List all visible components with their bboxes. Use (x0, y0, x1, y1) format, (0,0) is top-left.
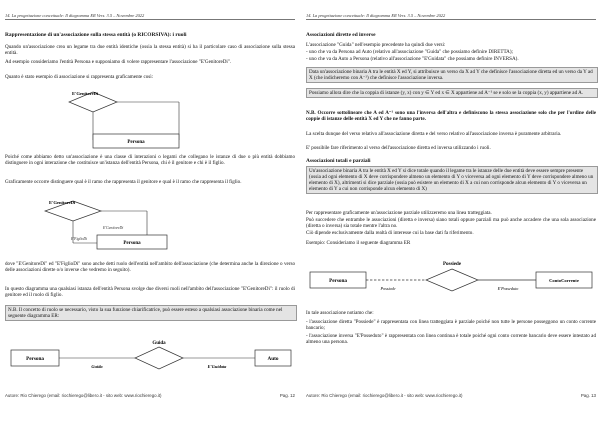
relationship-label: E'GenitoreDi (49, 200, 76, 205)
entity-label: Persona (127, 140, 145, 145)
paragraph: In tale associazione notiamo che: (306, 310, 374, 316)
definition-box: Un'associazione binaria A tra le entità X ed Y si dice totale quando il legame tra le istanze delle due entità deve essere sempre presente (ossia ad ogni elemento di X deve corrispondere almeno un elemento di Y o viceversa ad ogni elemento di Y deve corrispondere almeno un elemento di X), altrimenti si dice parziale (ossia può esistere un elemento di X a cui non corrisponde alcun elemento di Y o viceversa un elemento di Y a cui non corrisponde alcun elemento di X) (306, 166, 598, 194)
er-diagram-binary-roles (9, 330, 293, 380)
entity-label: Persona (123, 241, 141, 246)
paragraph: Può succedere che entrambe le associazioni (diretta e inversa) siano totali oppure parziali ma può anche accadere che una sola associazione (diretta o inversa) sia totale mentre l'altra no. (306, 217, 596, 230)
paragraph: Ad esempio consideriamo l'entità Persona e supponiamo di volere rappresentare l'associazione "E'GenitoreDi". (5, 59, 232, 65)
paragraph: E' possibile fare riferimento al verso dell'associazione diretta ed inversa utilizzando i ruoli. (306, 145, 491, 151)
left-page (5, 0, 295, 424)
running-header: 14. La progettazione concettuale: Il diagramma ER Vers. 3.5 – Novembre 2022 (5, 13, 295, 20)
entity-label: Auto (267, 356, 279, 362)
relationship-diamond (426, 269, 478, 291)
paragraph: Ciò dipende esclusivamente dalla realtà di interesse cui la base dati fa riferimento. (306, 230, 474, 236)
page-number: Pag. 13 (580, 393, 596, 398)
paragraph: Graficamente occorre distinguere qual è il ramo che rappresenta il genitore e qual è il ramo che rappresenta il figlio. (5, 179, 242, 185)
role-label: Possiede (380, 286, 396, 291)
relationship-label: Guida (152, 341, 166, 346)
definition-box: Possiamo allora dire che la coppia di istanze (y, x) con y ∈ Y ed x ∈ X appartiene ad A⁻¹ se e solo se la coppia (x, y) appartiene ad A. (306, 88, 598, 98)
paragraph: Poiché come abbiamo detto un'associazione è una classe di interazioni o legami che collegano le istanze di due o più entità dobbiamo distinguere in ogni interazione che costituisce un'istanza dell'entità Persona, chi è il genitore e chi è il figlio. (5, 154, 295, 167)
footer-author: Autore: Rio Chierego (email: riochierego@libero.it - sito web: www.riochierego.it) (5, 393, 162, 398)
footer-author: Autore: Rio Chierego (email: riochierego@libero.it - sito web: www.riochierego.it) (306, 393, 463, 398)
paragraph: - l'associazione diretta "Possiede" è rappresentata con linea tratteggiata è parziale poiché non tutte le persone posseggono un conto corrente bancario; (306, 319, 596, 332)
definition-box: Data un'associazione binaria A tra le entità X ed Y, si attribuisce un verso da X ad Y che definisce l'associazione diretta ed un verso da Y ad X (che indicheremo con A⁻¹) che definisce l'associazione inversa. (306, 67, 598, 83)
paragraph: La scelta dunque del verso relativo all'associazione diretta e del verso relativo all'associazione inversa è puramente arbitraria. (306, 131, 562, 137)
role-label: E'FiglioDi (71, 237, 88, 241)
role-label: E'Guidata (207, 364, 227, 369)
paragraph: - uno che va da Persona ad Auto (relativo all'associazione "Guida" che possiamo definire DIRETTA); (306, 49, 513, 55)
paragraph: L'associazione "Guida" nell'esempio precedente ha quindi due versi: (306, 42, 446, 48)
paragraph: Esempio: Consideriamo il seguente diagramma ER (306, 240, 411, 246)
right-page (306, 0, 596, 424)
paragraph: - l'associazione inversa "E'Posseduto" è rappresentata con linea continua è totale poiché ogni conto corrente bancario deve essere intestato ad almeno una persona. (306, 333, 596, 346)
paragraph: Quando un'associazione crea un legame tra due entità identiche (ossia la stessa entità) si ha il particolare caso di associazione sulla stessa entità. (5, 44, 295, 57)
er-diagram-partial-total (308, 252, 594, 302)
footer (306, 393, 596, 398)
running-header: 14. La progettazione concettuale: Il diagramma ER Vers. 3.5 – Novembre 2022 (306, 13, 596, 20)
note-box: N.B. Il concetto di ruolo se necessario, visto la sua funzione chiarificatrice, può essere esteso a qualsiasi associazione binaria come nel seguente diagramma ER: (5, 305, 297, 321)
entity-label: ContoCorrente (549, 278, 579, 283)
relationship-diamond (135, 347, 183, 369)
paragraph: - uno che va da Auto a Persona (relativo all'associazione "E'Guidata" che possiamo definire INVERSA). (306, 56, 519, 62)
paragraph: Quanto è stato esempio di associazione si rappresenta graficamente così: (5, 74, 154, 80)
paragraph: dove "E'GenitoreDi" ed "E'FiglioDi" sono anche detti ruolo dell'entità nell'ambito dell'associazione (che determina anche la direzione o verso delle associazioni dirette o/o inverse che vedremo in seguito). (5, 261, 295, 274)
relationship-label: Possiede (442, 262, 462, 267)
entity-label: Persona (329, 278, 347, 284)
role-label: Guida (91, 364, 103, 369)
note-paragraph: N.B. Occorre sottolineare che A ed A⁻¹ sono una l'inversa dell'altra e definiscono la stessa associazione solo che per l'ordine delle coppie di istanze delle entità X ed Y che ne fanno parte. (306, 110, 596, 123)
page-number: Pag. 12 (279, 393, 295, 398)
entity-label: Persona (26, 356, 44, 362)
footer (5, 393, 295, 398)
role-label: E'GenitoreDi (103, 226, 124, 230)
section-title: Associazioni totali e parziali (306, 158, 371, 164)
section-title: Rappresentazione di un'associazione sulla stessa entità (o RICORSIVA): i ruoli (5, 32, 187, 38)
paragraph: Per rappresentare graficamente un'associazione parziale utilizzeremo una linea tratteggiata. (306, 210, 492, 216)
paragraph: In questo diagramma una qualsiasi istanza dell'entità Persona svolge due diversi ruoli nell'ambito dell'associazione "E'GenitoreDi": il ruolo di genitore ed il ruolo di figlio. (5, 286, 295, 299)
er-diagram-recursive (69, 90, 189, 150)
role-label: E'Posseduto (497, 286, 519, 291)
section-title: Associazioni dirette ed inverse (306, 32, 376, 38)
relationship-label: E'GenitoreDi (72, 91, 99, 96)
er-diagram-roles (45, 199, 175, 257)
